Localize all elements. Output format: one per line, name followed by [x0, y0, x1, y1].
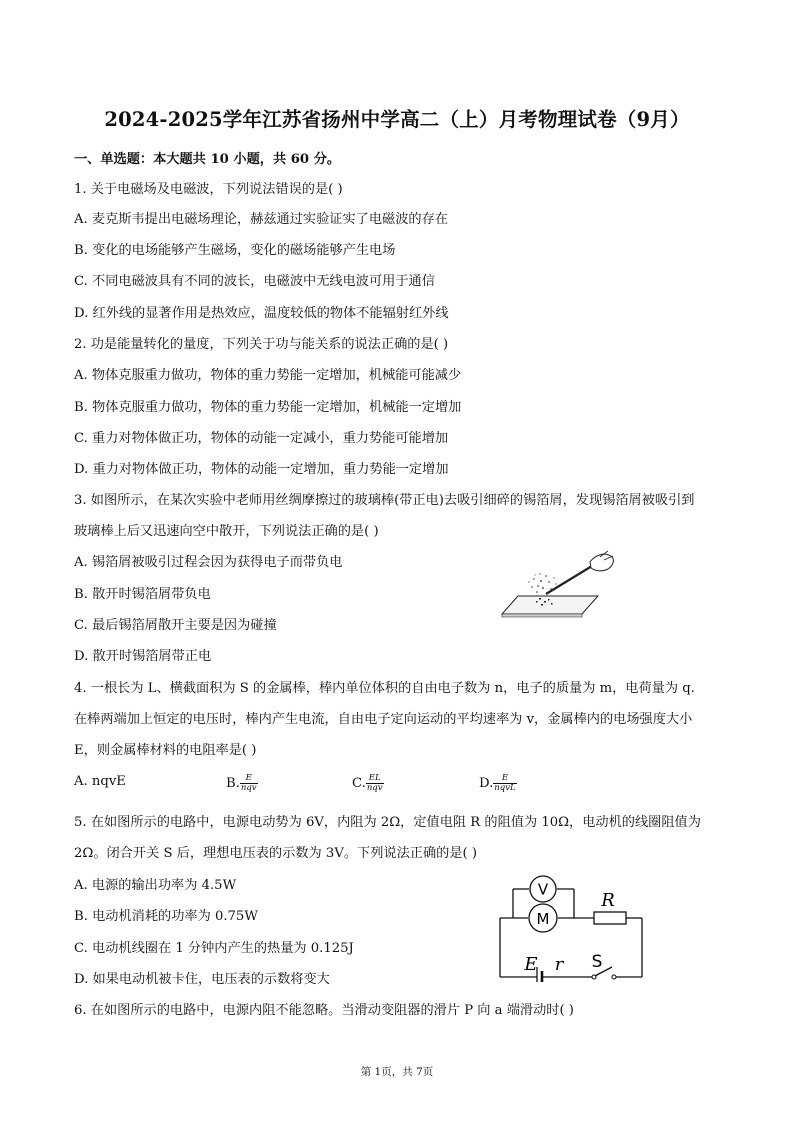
fraction-denominator: nqv — [366, 783, 383, 793]
question-4-line1: 4. 一根长为 L、横截面积为 S 的金属棒，棒内单位体积的自由电子数为 n，电子的质量为 m，电荷量为 q. — [74, 681, 695, 696]
glass-plate — [502, 596, 598, 614]
plate-edge — [502, 614, 582, 617]
q4-option-c-label: C. — [352, 776, 366, 791]
fraction-numerator: E — [240, 774, 258, 784]
question-1: 1. 关于电磁场及电磁波，下列说法错误的是( ) — [74, 182, 343, 197]
question-3-line2: 玻璃棒上后又迅速向空中散开，下列说法正确的是( ) — [74, 524, 379, 539]
q4-option-c-fraction — [366, 774, 384, 793]
fraction-denominator: nqvL — [494, 783, 516, 793]
q4-option-b-label: B. — [226, 776, 240, 791]
q4-option-c — [352, 774, 384, 793]
tinfoil-experiment-figure — [494, 548, 624, 620]
section-heading: 一、单选题：本大题共 10 小题，共 60 分。 — [74, 152, 341, 167]
internal-resistance-label: r — [554, 954, 564, 975]
question-4-line3: E，则金属棒材料的电阻率是( ) — [74, 743, 257, 758]
switch-label: S — [591, 952, 603, 972]
q4-option-d-label: D. — [479, 776, 494, 791]
question-2: 2. 功是能量转化的量度，下列关于功与能关系的说法正确的是( ) — [74, 337, 449, 352]
circuit-wires — [500, 889, 642, 977]
circuit-diagram — [496, 866, 646, 982]
question-3-line1: 3. 如图所示，在某次实验中老师用丝绸摩擦过的玻璃棒(带正电)去吸引细碎的锡箔屑，发现锡箔屑被吸引到 — [74, 493, 695, 508]
q2-option-d: D. 重力对物体做正功，物体的动能一定增加，重力势能一定增加 — [74, 462, 449, 477]
switch-contact-right — [612, 975, 616, 979]
question-5-line1: 5. 在如图所示的电路中，电源电动势为 6V，内阻为 2Ω，定值电阻 R 的阻值为 10Ω，电动机的线圈阻值为 — [74, 815, 701, 830]
hand-icon — [590, 554, 613, 571]
fraction-numerator: E — [493, 774, 516, 784]
q2-option-c: C. 重力对物体做正功，物体的动能一定减小，重力势能可能增加 — [74, 431, 449, 446]
q1-option-c: C. 不同电磁波具有不同的波长，电磁波中无线电波可用于通信 — [74, 274, 435, 289]
q3-option-c: C. 最后锡箔屑散开主要是因为碰撞 — [74, 618, 277, 633]
q2-option-a: A. 物体克服重力做功，物体的重力势能一定增加，机械能可能减少 — [74, 368, 462, 383]
resistor-label: R — [601, 890, 615, 911]
q4-option-d — [479, 774, 517, 793]
q4-options — [74, 774, 734, 798]
q4-option-b — [226, 774, 258, 793]
q5-option-b: B. 电动机消耗的功率为 0.75W — [74, 909, 258, 924]
q5-option-a: A. 电源的输出功率为 4.5W — [74, 878, 237, 893]
page-title: 2024-2025学年江苏省扬州中学高二（上）月考物理试卷（9月） — [104, 108, 690, 131]
q4-option-d-fraction — [493, 774, 516, 793]
emf-label: E — [524, 954, 538, 975]
q1-option-d: D. 红外线的显著作用是热效应，温度较低的物体不能辐射红外线 — [74, 306, 449, 321]
page-footer: 第 1页，共 7页 — [360, 1066, 434, 1078]
q5-option-c: C. 电动机线圈在 1 分钟内产生的热量为 0.125J — [74, 941, 354, 956]
motor-label: M — [536, 910, 550, 928]
glass-rod — [546, 566, 592, 594]
fraction-numerator: EL — [366, 774, 384, 784]
question-6: 6. 在如图所示的电路中，电源内阻不能忽略。当滑动变阻器的滑片 P 向 a 端滑动时( ) — [74, 1003, 574, 1018]
q3-option-a: A. 锡箔屑被吸引过程会因为获得电子而带负电 — [74, 555, 343, 570]
question-4-line2: 在棒两端加上恒定的电压时，棒内产生电流，自由电子定向运动的平均速率为 v，金属棒内的电场强度大小 — [74, 712, 693, 727]
question-5-line2: 2Ω。闭合开关 S 后，理想电压表的示数为 3V。下列说法正确的是( ) — [74, 846, 478, 861]
q4-option-a: A. nqvE — [74, 774, 126, 789]
q2-option-b: B. 物体克服重力做功，物体的重力势能一定增加，机械能一定增加 — [74, 400, 462, 415]
q5-option-d: D. 如果电动机被卡住，电压表的示数将变大 — [74, 972, 330, 987]
fraction-denominator: nqv — [240, 783, 257, 793]
q1-option-b: B. 变化的电场能够产生磁场，变化的磁场能够产生电场 — [74, 243, 396, 258]
resistor-symbol — [594, 912, 626, 924]
q3-option-b: B. 散开时锡箔屑带负电 — [74, 587, 211, 602]
q4-option-b-fraction — [240, 774, 258, 793]
q1-option-a: A. 麦克斯韦提出电磁场理论，赫兹通过实验证实了电磁波的存在 — [74, 212, 448, 227]
voltmeter-label: V — [537, 880, 549, 899]
q3-option-d: D. 散开时锡箔屑带正电 — [74, 649, 212, 664]
